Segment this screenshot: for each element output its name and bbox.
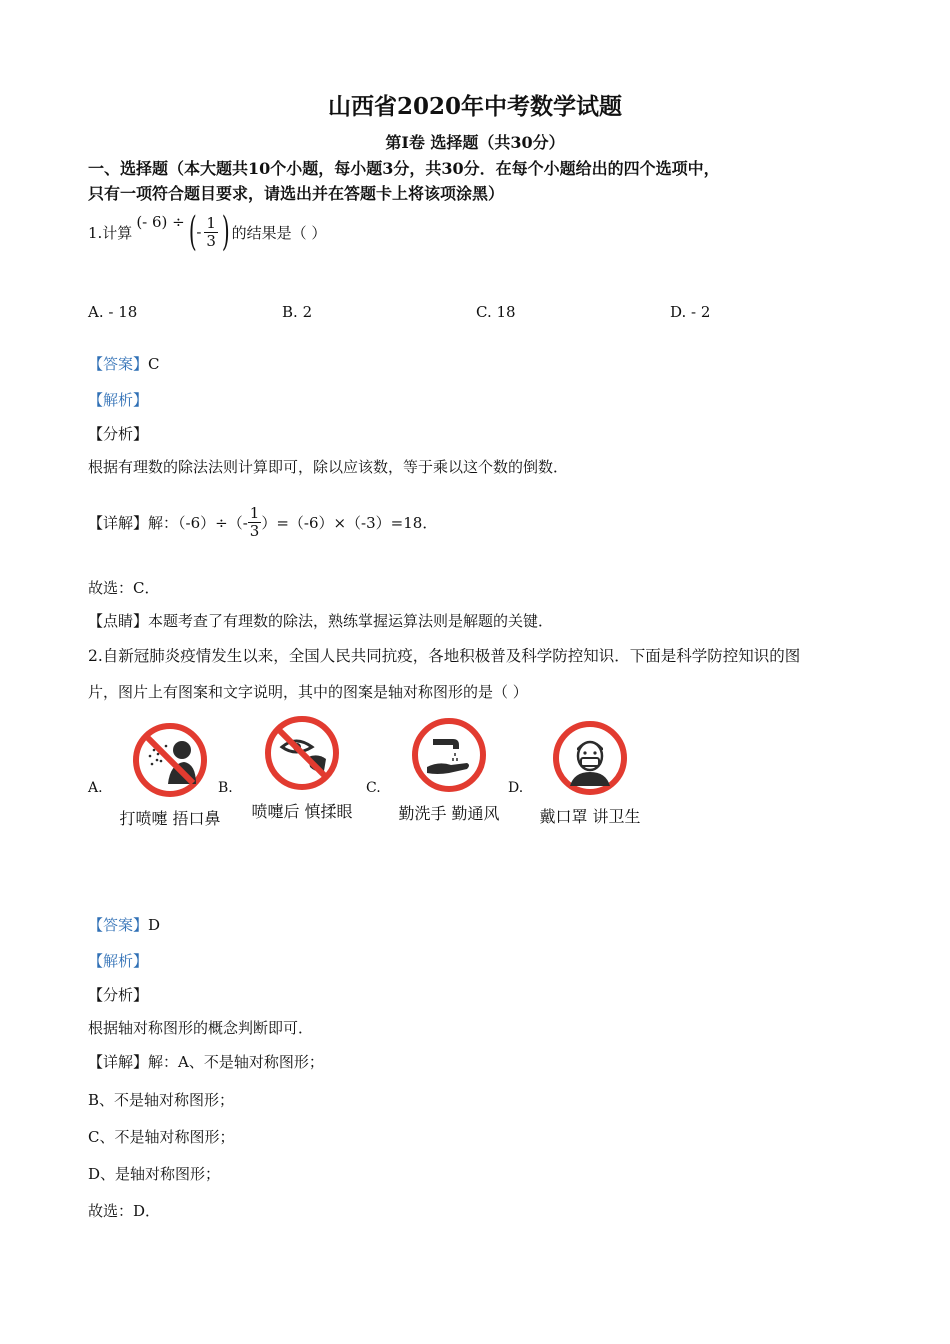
- q1-answer: 【答案】C: [88, 355, 160, 373]
- q1-fenxi-text: 根据有理数的除法法则计算即可，除以应该数，等于乘以这个数的倒数．: [88, 458, 569, 476]
- q2-option-c-letter: C.: [366, 780, 381, 796]
- q1-frac-num: 1: [206, 213, 216, 232]
- q2-stem-line1: 2.自新冠肺炎疫情发生以来，全国人民共同抗疫，各地积极普及科学防控知识．下面是科学防控知识的图: [88, 647, 801, 665]
- q2-detail: 【详解】解：A、不是轴对称图形；: [88, 1053, 324, 1071]
- q1-choose: 故选：C．: [88, 579, 160, 597]
- q1-neg: -: [196, 223, 202, 241]
- q2-image-a: [95, 720, 245, 829]
- q2-fenxi-label: 【分析】: [88, 986, 149, 1004]
- q2-option-b-letter: B.: [218, 780, 233, 796]
- q1-fraction: [204, 215, 218, 250]
- q2-image-d: [515, 718, 665, 827]
- q1-paren-open: (: [188, 209, 197, 255]
- q1-option-d: D. - 2: [670, 303, 711, 321]
- q2-stem-line2: 片，图片上有图案和文字说明，其中的图案是轴对称图形的是（ ）: [88, 683, 528, 701]
- q2-analysis-label: 【解析】: [88, 952, 149, 970]
- q2-option-a-letter: A.: [88, 780, 103, 796]
- q2-choose: 故选：D．: [88, 1202, 161, 1220]
- section-subtitle: 第I卷 选择题（共30分）: [385, 133, 565, 152]
- q2-line-b: B、不是轴对称图形；: [88, 1091, 235, 1109]
- q2-option-d-letter: D.: [508, 780, 524, 796]
- q2-image-a-label: 打喷嚏 捂口鼻: [119, 809, 221, 828]
- q1-frac-den: 3: [206, 231, 216, 250]
- q2-image-c: [374, 715, 524, 824]
- q2-image-d-label: 戴口罩 讲卫生: [539, 807, 641, 826]
- section-heading-line2: 只有一项符合题目要求，请选出并在答题卡上将该项涂黑）: [88, 184, 505, 203]
- q1-expr-left: (- 6) ÷: [136, 213, 185, 231]
- q2-image-b-label: 喷嚏后 慎揉眼: [251, 802, 353, 821]
- q1-stem: [88, 210, 326, 254]
- q1-dianjing: 【点睛】本题考查了有理数的除法，熟练掌握运算法则是解题的关键．: [88, 612, 554, 630]
- q2-line-d: D、是轴对称图形；: [88, 1165, 221, 1183]
- hand-wash-icon: [409, 715, 489, 795]
- q2-answer: 【答案】D: [88, 916, 161, 934]
- q1-option-a: A. - 18: [88, 303, 138, 321]
- q1-detail: 【详解】 解：（-6）÷（- $\frac{1}{3}$ ）=（-6）×（-3）=18．: [88, 503, 438, 540]
- section-heading-line1: 一、选择题（本大题共10个小题，每小题3分，共30分．在每个小题给出的四个选项中，: [88, 159, 720, 178]
- sneeze-prohibited-icon: [130, 720, 210, 800]
- q2-line-c: C、不是轴对称图形；: [88, 1128, 235, 1146]
- q1-detail-fraction: $\frac{1}{3}$: [249, 503, 260, 540]
- q1-option-b: B. 2: [282, 303, 313, 321]
- q1-option-c: C. 18: [476, 303, 516, 321]
- q2-image-c-label: 勤洗手 勤通风: [398, 804, 500, 823]
- q2-image-b: [227, 713, 377, 822]
- q1-paren-close: ): [221, 209, 230, 255]
- q2-fenxi-text: 根据轴对称图形的概念判断即可．: [88, 1019, 314, 1037]
- mask-face-icon: [550, 718, 630, 798]
- page-title: 山西省2020年中考数学试题: [327, 93, 622, 120]
- q1-analysis-label: 【解析】: [88, 391, 149, 409]
- q1-suffix: 的结果是（ ）: [231, 223, 327, 242]
- q1-prefix: 1.计算: [88, 223, 133, 242]
- q1-fenxi-label: 【分析】: [88, 425, 149, 443]
- eye-rub-prohibited-icon: [262, 713, 342, 793]
